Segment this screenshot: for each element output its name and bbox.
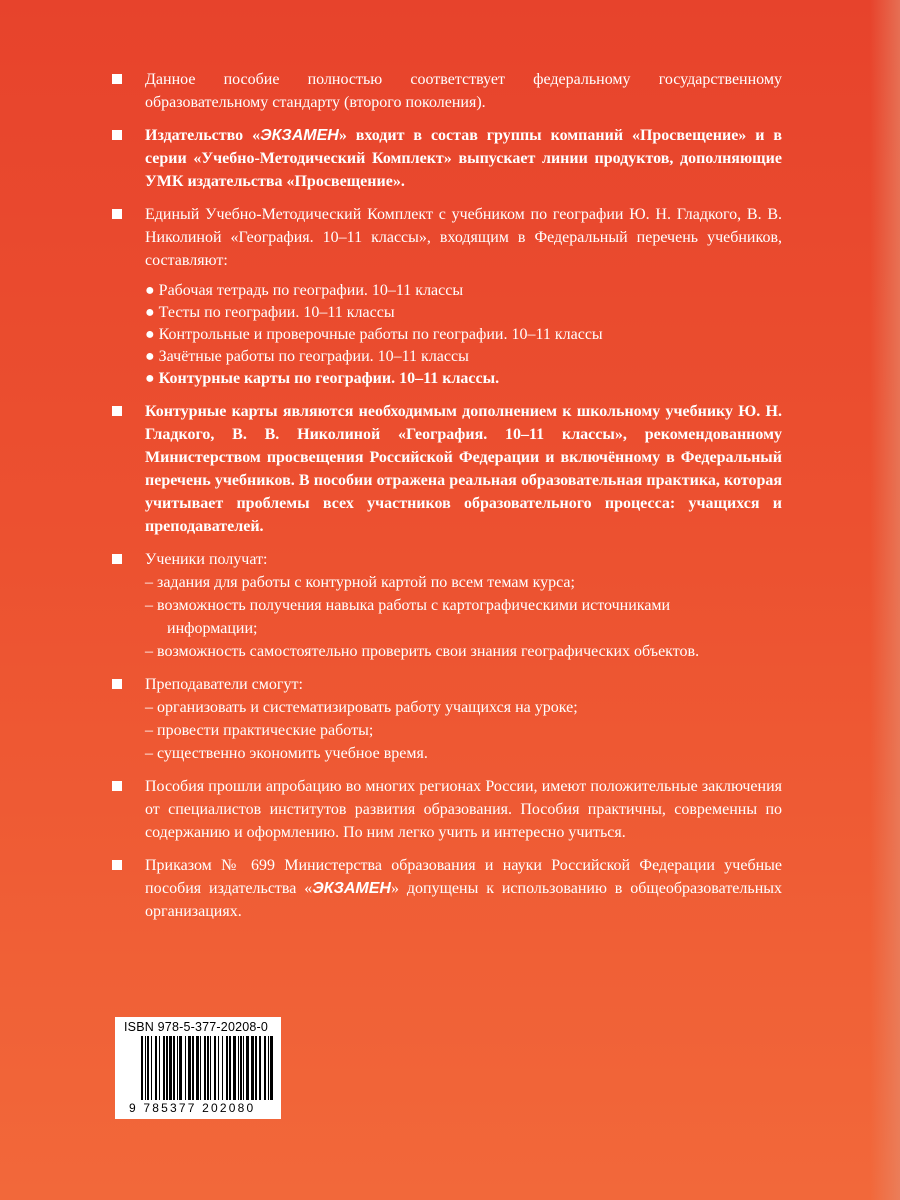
barcode-bar xyxy=(207,1036,209,1100)
barcode-bar xyxy=(214,1036,216,1100)
brand-name: ЭКЗАМЕН xyxy=(260,127,339,144)
barcode-digits: 9 785377 202080 xyxy=(129,1101,256,1115)
barcode-bar xyxy=(141,1036,143,1100)
paragraph-umk xyxy=(110,203,782,390)
barcode-bar xyxy=(246,1036,249,1100)
list-item: ● Контрольные и проверочные работы по географии. 10–11 классы xyxy=(145,326,603,343)
list-item: – существенно экономить учебное время. xyxy=(145,745,428,762)
list-item: – возможность самостоятельно проверить свои знания географических объектов. xyxy=(145,643,700,660)
paragraph-fgos xyxy=(110,68,782,114)
barcode-bar xyxy=(173,1036,175,1100)
barcode-bar xyxy=(188,1036,191,1100)
paragraph-contour-maps xyxy=(110,400,782,538)
list-item: ● Рабочая тетрадь по географии. 10–11 классы xyxy=(145,282,464,299)
list-item: – задания для работы с контурной картой по всем темам курса; xyxy=(145,574,575,591)
barcode-bar xyxy=(155,1036,157,1100)
barcode-bar xyxy=(259,1036,261,1100)
back-cover-text xyxy=(110,68,782,933)
barcode-bar xyxy=(264,1036,266,1100)
barcode-bar xyxy=(196,1036,199,1100)
barcode-bar xyxy=(177,1036,178,1100)
barcode-bar xyxy=(185,1036,186,1100)
barcode-bar xyxy=(151,1036,152,1100)
barcode-bar xyxy=(270,1036,273,1100)
barcode-bar xyxy=(218,1036,219,1100)
paragraph-text: Данное пособие полностью соответствует федеральному государственному образовательному стандарту (второго поколения). xyxy=(145,71,782,111)
paragraph-title: Ученики получат: xyxy=(145,551,268,568)
square-bullet-icon xyxy=(112,209,122,219)
barcode-bar xyxy=(226,1036,228,1100)
barcode-bar xyxy=(147,1036,149,1100)
page-edge-shadow xyxy=(870,0,900,1200)
barcode-bar xyxy=(238,1036,239,1100)
list-item: – организовать и систематизировать работу учащихся на уроке; xyxy=(145,699,578,716)
barcode-bar xyxy=(210,1036,211,1100)
square-bullet-icon xyxy=(112,679,122,689)
isbn-label: ISBN 978-5-377-20208-0 xyxy=(124,1020,269,1034)
square-bullet-icon xyxy=(112,860,122,870)
square-bullet-icon xyxy=(112,406,122,416)
paragraph-approbation xyxy=(110,775,782,844)
paragraph-students xyxy=(110,548,782,663)
paragraph-text: Издательство « xyxy=(145,127,261,144)
paragraph-text: » допущены к использованию в общеобразовательных организациях. xyxy=(145,880,782,920)
barcode-bar xyxy=(233,1036,236,1100)
brand-name: ЭКЗАМЕН xyxy=(312,880,391,897)
barcode-bar xyxy=(163,1036,165,1100)
list-item: – возможность получения навыка работы с картографическими источниками xyxy=(145,597,671,614)
barcode-bar xyxy=(240,1036,242,1100)
barcode-bar xyxy=(200,1036,201,1100)
paragraph-publisher xyxy=(110,124,782,193)
barcode-bar xyxy=(229,1036,231,1100)
barcode-bar xyxy=(159,1036,160,1100)
barcode-bar xyxy=(204,1036,206,1100)
umk-list xyxy=(145,280,782,390)
paragraph-text: » входит в состав группы компаний «Просвещение» и в серии «Учебно-Методический Комплект» выпускает линии продуктов, дополняющие УМК издательства «Просвещение». xyxy=(145,127,782,190)
barcode-bar xyxy=(145,1036,146,1100)
paragraph-text: Единый Учебно-Методический Комплект с учебником по географии Ю. Н. Гладкого, В. В. Николиной «География. 10–11 классы», входящим в Федеральный перечень учебников, составляют: xyxy=(145,206,782,269)
barcode-bar xyxy=(192,1036,194,1100)
barcode-bar xyxy=(222,1036,223,1100)
barcode-bar xyxy=(166,1036,168,1100)
list-item: – провести практические работы; xyxy=(145,722,374,739)
barcode-bar xyxy=(251,1036,254,1100)
square-bullet-icon xyxy=(112,130,122,140)
barcode-bar xyxy=(268,1036,269,1100)
square-bullet-icon xyxy=(112,781,122,791)
list-item: информации; xyxy=(167,620,258,637)
barcode-bar xyxy=(169,1036,172,1100)
paragraph-order xyxy=(110,854,782,923)
square-bullet-icon xyxy=(112,554,122,564)
barcode-bar xyxy=(255,1036,257,1100)
barcode-bar xyxy=(243,1036,244,1100)
paragraph-text: Пособия прошли апробацию во многих регионах России, имеют положительные заключения от специалистов институтов развития образования. Пособия практичны, современны по содержанию и оформлению. По ним легко учить и интересно учиться. xyxy=(145,778,782,841)
barcode-bar xyxy=(179,1036,182,1100)
list-item: ● Зачётные работы по географии. 10–11 классы xyxy=(145,348,469,365)
paragraph-text: Приказом № 699 Министерства образования и науки Российской Федерации учебные пособия издательства « xyxy=(145,857,782,897)
paragraph-text: Контурные карты являются необходимым дополнением к школьному учебнику Ю. Н. Гладкого, В. В. Николиной «География. 10–11 классы», рекомендованному Министерством просвещения Российской Федерации и включённому в Федеральный перечень учебников. В пособии отражена реальная образовательная практика, которая учитывает проблемы всех участников образовательного процесса: учащихся и преподавателей. xyxy=(145,403,782,535)
list-item: ● Тесты по географии. 10–11 классы xyxy=(145,304,395,321)
paragraph-teachers xyxy=(110,673,782,765)
isbn-barcode xyxy=(115,1017,281,1119)
barcode-bars xyxy=(141,1036,273,1100)
list-item: ● Контурные карты по географии. 10–11 классы. xyxy=(145,370,500,387)
square-bullet-icon xyxy=(112,74,122,84)
paragraph-title: Преподаватели смогут: xyxy=(145,676,303,693)
